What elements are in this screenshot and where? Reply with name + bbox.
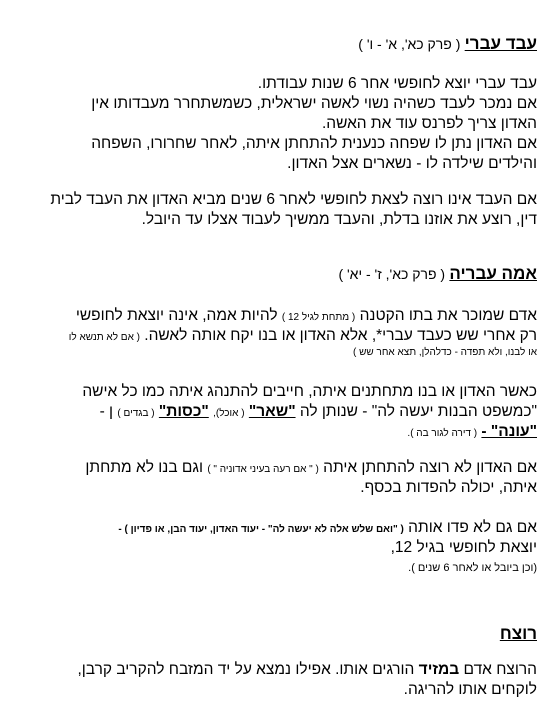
- bold-term: "שאר": [248, 403, 296, 420]
- section-eved-ivri-paragraph-2: [10, 190, 537, 230]
- text-line: כאשר האדון או בנו מתחתנים איתה, חייבים להתנהג איתה כמו כל אישה: [82, 383, 537, 400]
- text-line: [10, 458, 537, 478]
- text-span: רק אחרי שש כעבד עברי*, אלא האדון או בנו יקח אותה לאשה.: [144, 327, 537, 344]
- section-heading: עבד עברי: [464, 34, 537, 53]
- bold-term: "כסות": [158, 403, 209, 420]
- section-ama-paragraph-3: [10, 458, 537, 498]
- text-span: אם גם לא פדו אותה: [408, 519, 537, 536]
- text-span: אדם שמוכר את בתו הקטנה: [359, 307, 537, 324]
- small-note: ( אוכל),: [213, 408, 245, 419]
- section-ama-paragraph-1: [10, 306, 537, 359]
- text-line: [10, 402, 537, 422]
- text-span: להיות אמה, אינה יוצאת לחופשי: [75, 307, 278, 324]
- text-line: עבד עברי יוצא לחופשי אחר 6 שנות עבודתו.: [257, 75, 537, 92]
- small-note: ( דירה לגור בה ).: [407, 428, 478, 439]
- section-heading: רוצח: [499, 624, 537, 643]
- text-line: דין, רוצע את אוזנו בדלת, והעבד ממשיך לעבוד אצלו עד היובל.: [141, 211, 537, 228]
- text-line: יוצאת לחופשי בגיל 12,: [390, 539, 537, 556]
- chapter-reference: ( פרק כא', ז' - יא' ): [338, 266, 446, 282]
- section-eved-ivri-heading: [10, 32, 537, 56]
- text-line: אם האדון נתן לו שפחה כנענית להתחתן איתה, לאחר שחרורו, השפחה: [91, 135, 537, 152]
- section-ama-ivriya-heading: [10, 262, 537, 286]
- small-note: ( מתחת לגיל 12 ): [281, 312, 356, 323]
- text-span: "כמשפט הבנות יעשה לה" - שנותן לה: [299, 403, 537, 420]
- section-ama-paragraph-2: [10, 382, 537, 442]
- text-line: לוקחים אותו להריגה.: [403, 681, 537, 698]
- small-note: ( בגדים ): [117, 408, 155, 419]
- text-span: ן -: [99, 403, 114, 420]
- bold-term: במזיד: [418, 661, 460, 678]
- small-note: ( " אם רעה בעיני אדוניה " ): [207, 464, 319, 475]
- text-span: הרוצח אדם: [463, 661, 537, 678]
- text-line: [10, 660, 537, 680]
- bold-term: "עונה" -: [481, 423, 537, 440]
- text-span: וגם בנו לא מתחתן: [85, 459, 203, 476]
- text-span: הורגים אותו. אפילו נמצא על יד המזבח להקריב קרבן,: [77, 661, 415, 678]
- small-note-line: (וכן ביובל או לאחר 6 שנים ).: [408, 562, 537, 574]
- small-note: ( "ואם שלש אלה לא יעשה לה" - יעוד האדון, יעוד הבן, או פדיון ) -: [118, 524, 404, 535]
- section-eved-ivri-paragraph-1: [10, 74, 537, 174]
- section-rotzeach-paragraph: [10, 660, 537, 700]
- text-line: האדון צריך לפרנס עוד את האשה.: [321, 115, 537, 132]
- chapter-reference: ( פרק כא', א' - ו' ): [358, 36, 461, 52]
- text-line: אם העבד אינו רוצה לצאת לחופשי לאחר 6 שנים מביא האדון את העבד לבית: [50, 191, 537, 208]
- small-note: ( אם לא תנשא לו: [68, 332, 140, 343]
- section-rotzeach-heading: [10, 622, 537, 646]
- text-line: אם נמכר לעבד כשהיה נשוי לאשה ישראלית, כשמשתחרר מעבדותו אין: [91, 95, 537, 112]
- text-span: אם האדון לא רוצה להתחתן איתה: [323, 459, 537, 476]
- text-line: איתה, יכולה להפדות בכסף.: [360, 479, 537, 496]
- small-note-line: או לבנו, ולא תפדה - כדלהלן, תצא אחר שש ): [353, 347, 537, 358]
- text-line: [10, 422, 537, 442]
- text-line: [10, 306, 537, 326]
- text-line: [10, 518, 537, 538]
- text-line: [10, 326, 537, 346]
- section-heading: אמה עבריה: [449, 264, 537, 283]
- section-ama-paragraph-4: [10, 518, 537, 578]
- text-line: והילדים שילדה לו - נשארים אצל האדון.: [287, 155, 537, 172]
